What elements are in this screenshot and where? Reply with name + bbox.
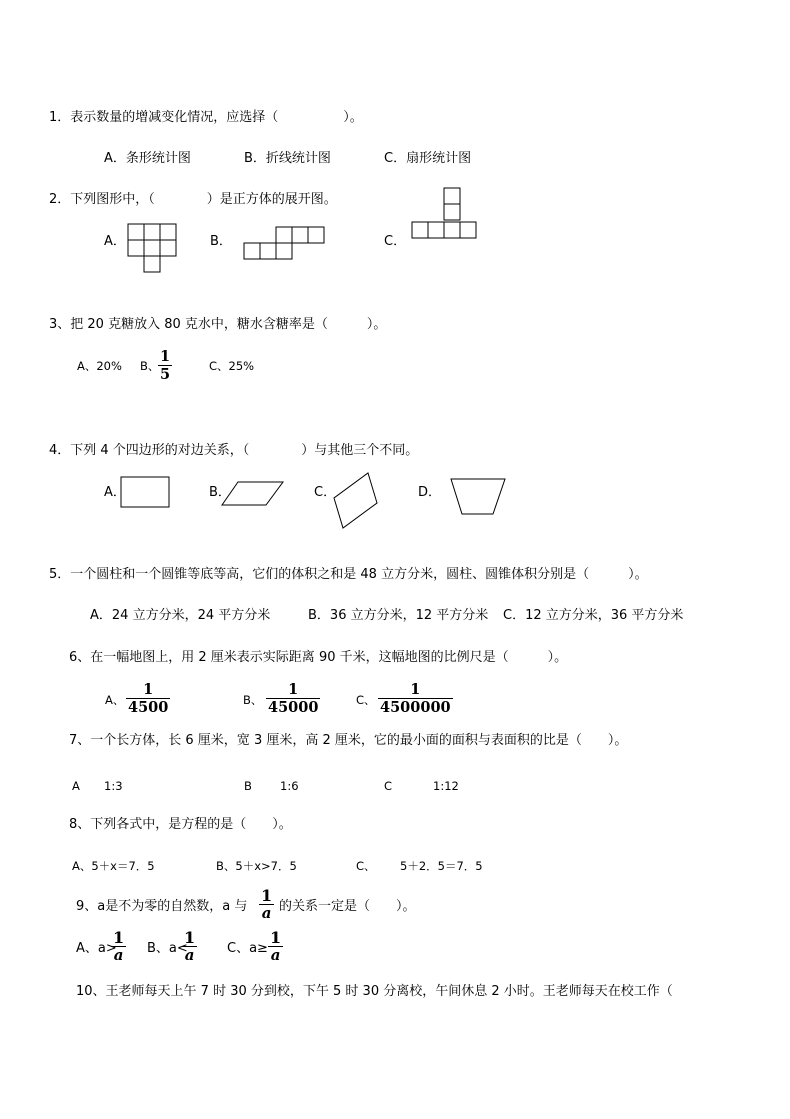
q4-trapezoid-figure xyxy=(0,0,1,1)
q9-option-a-fraction xyxy=(111,929,126,964)
q5-option-a: A．24 立方分米，24 平方分米 xyxy=(90,608,271,623)
q6-option-b-denominator: 45000 xyxy=(268,699,319,716)
q2-option-b: B． xyxy=(210,234,232,249)
q1-stem: 1．表示数量的增减变化情况，应选择（ ）。 xyxy=(49,110,363,125)
q9-stem-fraction-denominator: a xyxy=(261,904,272,922)
q2-option-a: A． xyxy=(104,234,126,249)
q9-option-b-fraction xyxy=(182,929,197,964)
q9-option-c: C、a≥ xyxy=(227,941,268,956)
q6-option-a-numerator: 1 xyxy=(143,681,154,698)
q6-option-b-numerator: 1 xyxy=(288,681,299,698)
q4-option-d: D． xyxy=(418,485,442,500)
q9-option-a-denominator: a xyxy=(113,946,124,964)
q6-option-c-denominator: 4500000 xyxy=(380,699,451,716)
q10-stem: 10、王老师每天上午 7 时 30 分到校，下午 5 时 30 分离校，午间休息 2 小时。王老师每天在校工作（ xyxy=(76,984,673,999)
q8-option-b: B、5＋x>7．5 xyxy=(216,859,297,873)
q9-option-b-denominator: a xyxy=(184,946,195,964)
q6-option-a-fraction xyxy=(126,681,170,716)
q1-option-a: A．条形统计图 xyxy=(104,151,191,166)
q3-option-b-numerator: 1 xyxy=(160,348,171,365)
q9-option-b: B、a< xyxy=(147,941,188,956)
q5-option-b: B．36 立方分米，12 平方分米 xyxy=(308,608,489,623)
q7-option-c-letter: C xyxy=(384,779,393,793)
q8-stem: 8、下列各式中，是方程的是（ ）。 xyxy=(69,817,292,832)
q9-stem-prefix: 9、a是不为零的自然数，a 与 xyxy=(76,899,248,914)
q9-option-a: A、a> xyxy=(76,941,117,956)
q6-option-b-fraction xyxy=(266,681,320,716)
q5-stem: 5．一个圆柱和一个圆锥等底等高，它们的体积之和是 48 立方分米，圆柱、圆锥体积分别是（ ）。 xyxy=(49,567,648,582)
q6-option-c-fraction xyxy=(378,681,453,716)
q3-option-b-denominator: 5 xyxy=(160,366,171,383)
q8-option-a: A、5＋x＝7．5 xyxy=(72,859,155,873)
q2-stem: 2．下列图形中，（ ）是正方体的展开图。 xyxy=(49,192,337,207)
q6-option-c-numerator: 1 xyxy=(410,681,421,698)
q8-option-c-value: 5＋2．5＝7．5 xyxy=(400,859,483,873)
q4-stem: 4．下列 4 个四边形的对边关系，（ ）与其他三个不同。 xyxy=(49,443,419,458)
q4-option-c: C． xyxy=(314,485,337,500)
q3-option-b: B、 xyxy=(140,359,160,373)
q6-stem: 6、在一幅地图上，用 2 厘米表示实际距离 90 千米，这幅地图的比例尺是（ ）。 xyxy=(69,650,568,665)
q1-option-c: C．扇形统计图 xyxy=(384,151,472,166)
q6-option-a-denominator: 4500 xyxy=(128,699,169,716)
q1-option-b: B．折线统计图 xyxy=(244,151,331,166)
q7-stem: 7、一个长方体，长 6 厘米，宽 3 厘米，高 2 厘米，它的最小面的面积与表面积的比是（ ）。 xyxy=(69,733,628,748)
q7-option-b-letter: B xyxy=(244,779,252,793)
q4-option-b: B． xyxy=(209,485,231,500)
q9-option-a-numerator: 1 xyxy=(113,928,125,947)
q9-stem-fraction-numerator: 1 xyxy=(261,886,273,905)
q9-stem-fraction xyxy=(259,887,274,922)
q9-option-c-denominator: a xyxy=(270,946,281,964)
q9-stem-suffix: 的关系一定是（ ）。 xyxy=(279,899,416,914)
q3-stem: 3、把 20 克糖放入 80 克水中，糖水含糖率是（ ）。 xyxy=(49,317,387,332)
q5-option-c: C．12 立方分米，36 平方分米 xyxy=(503,608,684,623)
q7-option-a-letter: A xyxy=(72,779,80,793)
q9-option-b-numerator: 1 xyxy=(184,928,196,947)
q3-option-b-fraction xyxy=(158,348,172,383)
q6-option-b: B、 xyxy=(243,693,263,707)
q3-option-a: A、20% xyxy=(77,359,122,373)
q8-option-c-letter: C、 xyxy=(356,859,376,873)
q7-option-a-value: 1:3 xyxy=(104,779,123,793)
q7-option-b-value: 1:6 xyxy=(280,779,299,793)
q4-option-a: A． xyxy=(104,485,126,500)
q9-option-c-fraction xyxy=(268,929,283,964)
q6-option-a: A、 xyxy=(105,693,125,707)
q7-option-c-value: 1:12 xyxy=(433,779,459,793)
q2-option-c: C． xyxy=(384,234,407,249)
q6-option-c: C、 xyxy=(356,693,376,707)
q9-option-c-numerator: 1 xyxy=(270,928,282,947)
q3-option-c: C、25% xyxy=(209,359,255,373)
